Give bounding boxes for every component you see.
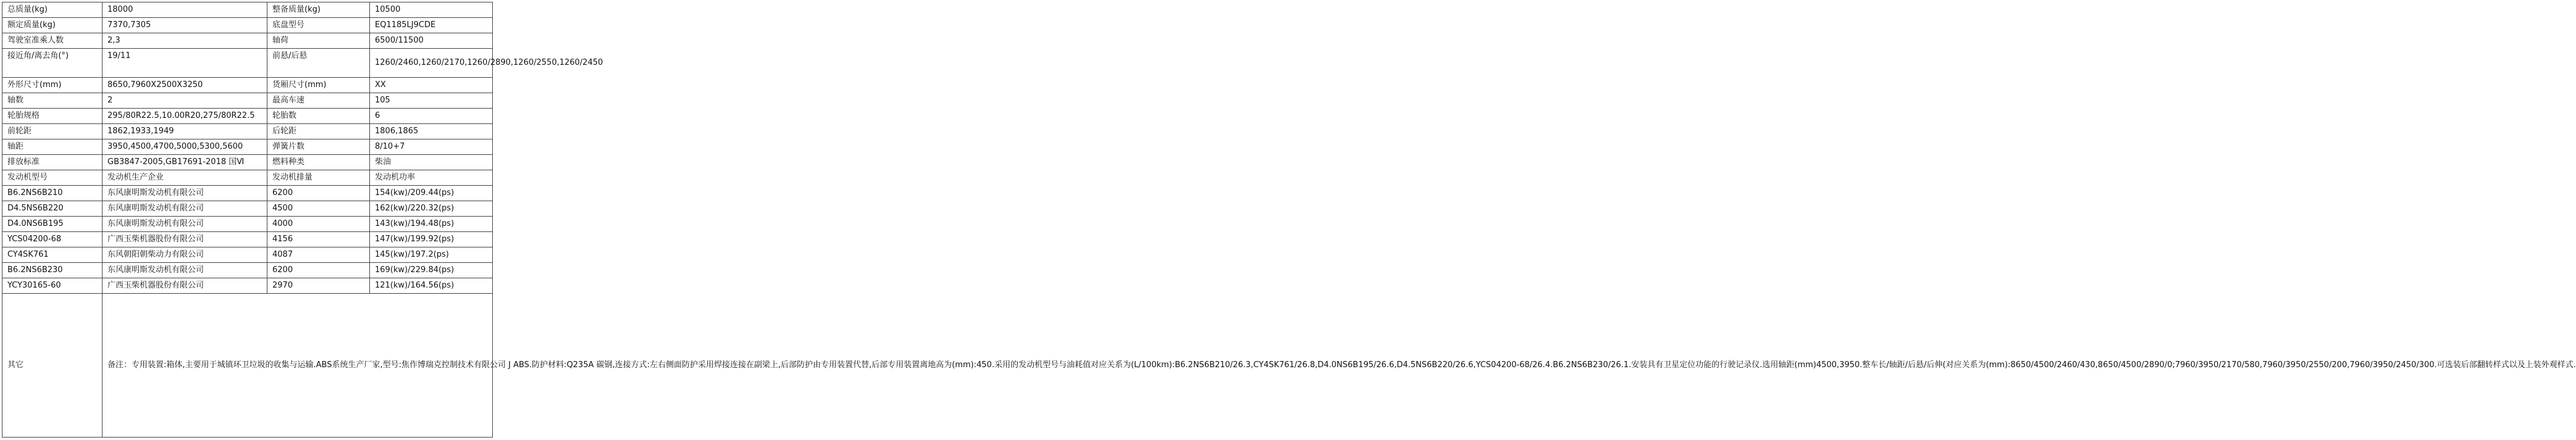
engine-power: 147(kw)/199.92(ps): [370, 232, 493, 247]
param-value: EQ1185LJ9CDE: [370, 18, 493, 33]
param-label: 轴数: [2, 93, 103, 109]
engine-model: CY4SK761: [2, 247, 103, 263]
engine-row: [2, 232, 493, 247]
engine-maker: 东风康明斯发动机有限公司: [103, 186, 267, 201]
table-row: [2, 109, 493, 124]
engine-model-header: 发动机型号: [2, 170, 103, 186]
param-label: 轮胎规格: [2, 109, 103, 124]
engine-power: 154(kw)/209.44(ps): [370, 186, 493, 201]
other-label: 其它: [2, 294, 103, 438]
param-label: 轴荷: [267, 33, 370, 49]
param-label: 轴距: [2, 139, 103, 155]
param-label: 货厢尺寸(mm): [267, 78, 370, 93]
table-row: [2, 33, 493, 49]
other-notes: 备注：专用装置:箱体,主要用于城镇环卫垃圾的收集与运输.ABS系统生产厂家,型号:焦作博瑞克控制技术有限公司 J ABS.防护材料:Q235A 碳钢,连接方式:左右侧面防护采用焊接连接在副梁上,后部防护由专用装置代替,后部专用装置离地高为(mm):450.采用的发动机型号与油耗值对应关系为(L/100km):B6.2NS6B210/26.3,CY4SK761/26.8,D4.0NS6B195/26.6,D4.5NS6B220/26.6,YCS04200-68/26.4.B6.2NS6B230/26.1.安装具有卫星定位功能的行驶记录仪.选用轴距(mm)4500,3950.整车长/轴距/后悬/后伸(对应关系为(mm):8650/4500/2460/430,8650/4500/2890/0;7960/3950/2170/580,7960/3950/2550/200,7960/3950/2450/300.可选装后部翻转样式以及上装外观样式.: [103, 294, 493, 438]
engine-maker: 东风康明斯发动机有限公司: [103, 201, 267, 217]
engine-model: B6.2NS6B230: [2, 263, 103, 278]
engine-displacement: 6200: [267, 186, 370, 201]
table-row: [2, 18, 493, 33]
engine-row: [2, 186, 493, 201]
engine-maker: 广西玉柴机器股份有限公司: [103, 278, 267, 294]
other-row: [2, 294, 493, 438]
param-label: 总质量(kg): [2, 2, 103, 18]
engine-power-header: 发动机功率: [370, 170, 493, 186]
param-label: 接近角/离去角(°): [2, 49, 103, 78]
param-value: 柴油: [370, 155, 493, 170]
engine-displacement: 4087: [267, 247, 370, 263]
engine-row: [2, 278, 493, 294]
table-row: [2, 155, 493, 170]
param-label: 额定质量(kg): [2, 18, 103, 33]
engine-row: [2, 217, 493, 232]
param-value: 6: [370, 109, 493, 124]
param-label: 外形尺寸(mm): [2, 78, 103, 93]
engine-maker: 东风康明斯发动机有限公司: [103, 263, 267, 278]
engine-displacement-header: 发动机排量: [267, 170, 370, 186]
engine-power: 121(kw)/164.56(ps): [370, 278, 493, 294]
table-row: [2, 78, 493, 93]
param-label: 前轮距: [2, 124, 103, 139]
param-value: 2: [103, 93, 267, 109]
engine-displacement: 4500: [267, 201, 370, 217]
param-value: 10500: [370, 2, 493, 18]
engine-model: YCY30165-60: [2, 278, 103, 294]
param-value: XX: [370, 78, 493, 93]
engine-model: D4.0NS6B195: [2, 217, 103, 232]
engine-maker: 东风朝阳朝柴动力有限公司: [103, 247, 267, 263]
param-value: 8/10+7: [370, 139, 493, 155]
param-value: 2,3: [103, 33, 267, 49]
param-label: 燃料种类: [267, 155, 370, 170]
param-label: 后轮距: [267, 124, 370, 139]
engine-displacement: 6200: [267, 263, 370, 278]
engine-maker-header: 发动机生产企业: [103, 170, 267, 186]
engine-power: 145(kw)/197.2(ps): [370, 247, 493, 263]
table-row: [2, 139, 493, 155]
engine-maker: 广西玉柴机器股份有限公司: [103, 232, 267, 247]
table-row: [2, 124, 493, 139]
engine-model: D4.5NS6B220: [2, 201, 103, 217]
engine-displacement: 4156: [267, 232, 370, 247]
param-label: 弹簧片数: [267, 139, 370, 155]
param-value: 1862,1933,1949: [103, 124, 267, 139]
engine-power: 162(kw)/220.32(ps): [370, 201, 493, 217]
param-label: 前悬/后悬: [267, 49, 370, 78]
engine-row: [2, 201, 493, 217]
engine-displacement: 2970: [267, 278, 370, 294]
param-value: 8650,7960X2500X3250: [103, 78, 267, 93]
param-value: 105: [370, 93, 493, 109]
engine-model: YCS04200-68: [2, 232, 103, 247]
param-label: 轮胎数: [267, 109, 370, 124]
param-value: 18000: [103, 2, 267, 18]
param-label: 驾驶室准乘人数: [2, 33, 103, 49]
param-value: 295/80R22.5,10.00R20,275/80R22.5: [103, 109, 267, 124]
engine-power: 169(kw)/229.84(ps): [370, 263, 493, 278]
param-value: 1260/2460,1260/2170,1260/2890,1260/2550,1260/2450: [370, 49, 493, 78]
table-row: [2, 49, 493, 78]
engine-displacement: 4000: [267, 217, 370, 232]
param-value: 3950,4500,4700,5000,5300,5600: [103, 139, 267, 155]
engine-header-row: [2, 170, 493, 186]
param-value: 6500/11500: [370, 33, 493, 49]
engine-maker: 东风康明斯发动机有限公司: [103, 217, 267, 232]
engine-power: 143(kw)/194.48(ps): [370, 217, 493, 232]
param-value: 1806,1865: [370, 124, 493, 139]
engine-row: [2, 263, 493, 278]
param-label: 最高车速: [267, 93, 370, 109]
engine-row: [2, 247, 493, 263]
param-label: 底盘型号: [267, 18, 370, 33]
table-row: [2, 93, 493, 109]
param-value: 7370,7305: [103, 18, 267, 33]
param-label: 整备质量(kg): [267, 2, 370, 18]
spec-table: [2, 2, 2576, 438]
param-label: 排放标准: [2, 155, 103, 170]
table-row: [2, 2, 493, 18]
param-value: GB3847-2005,GB17691-2018 国Ⅵ: [103, 155, 267, 170]
param-value: 19/11: [103, 49, 267, 78]
engine-model: B6.2NS6B210: [2, 186, 103, 201]
